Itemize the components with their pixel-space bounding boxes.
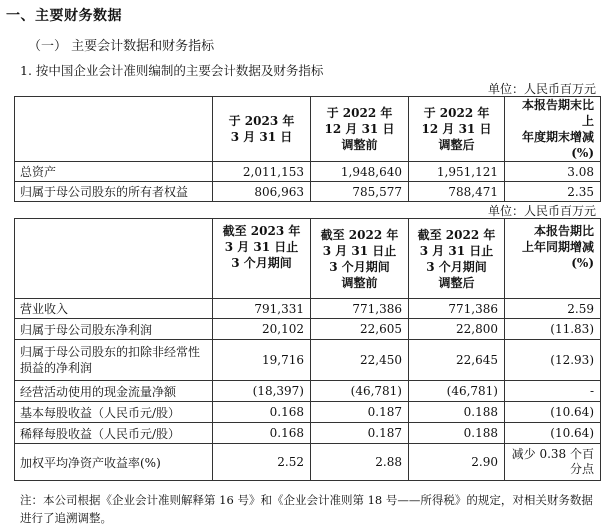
table-row: [15, 423, 601, 444]
row-label: 归属于母公司股东的扣除非经常性损益的净利润: [15, 340, 213, 381]
table1-header-col2: 于 2022 年 12 月 31 日 调整前: [311, 97, 409, 162]
cell-value: (18,397): [213, 381, 311, 402]
cell-value: 771,386: [311, 299, 409, 319]
cell-value: 0.168: [213, 423, 311, 444]
table2-unit: 单位：人民币百万元: [487, 204, 596, 218]
cell-value: 2.59: [505, 299, 601, 319]
cell-value: -: [505, 381, 601, 402]
table-row: [15, 162, 601, 182]
table1-unit: 单位：人民币百万元: [487, 82, 596, 96]
cell-value: 0.187: [311, 423, 409, 444]
cell-value: 2.88: [311, 444, 409, 481]
table1-header-row: [15, 97, 601, 162]
cell-value: (46,781): [311, 381, 409, 402]
cell-value: (11.83): [505, 319, 601, 340]
cell-value: 0.188: [409, 402, 505, 423]
row-label: 营业收入: [15, 299, 213, 319]
table-row: [15, 319, 601, 340]
cell-value: 20,102: [213, 319, 311, 340]
cell-value: 0.187: [311, 402, 409, 423]
table1-header-col4: 本报告期末比上 年度期末增减(%): [505, 97, 601, 162]
cell-value: 1,951,121: [409, 162, 505, 182]
cell-value: 2.90: [409, 444, 505, 481]
cell-value: (12.93): [505, 340, 601, 381]
table-row: [15, 444, 601, 481]
cell-value: 22,605: [311, 319, 409, 340]
table2-header-col2: 截至 2022 年 3 月 31 日止 3 个月期间 调整前: [311, 219, 409, 299]
subsection-title: （一） 主要会计数据和财务指标: [28, 39, 215, 54]
table-row: [15, 182, 601, 202]
table2-header-col3: 截至 2022 年 3 月 31 日止 3 个月期间 调整后: [409, 219, 505, 299]
cell-value: 806,963: [213, 182, 311, 202]
item-title: 1. 按中国企业会计准则编制的主要会计数据及财务指标: [20, 63, 324, 78]
footnote: 注：本公司根据《企业会计准则解释第 16 号》和《企业会计准则第 18 号——所得税》的规定，对相关财务数据进行了追溯调整。: [20, 493, 593, 525]
row-label: 基本每股收益（人民币元/股）: [15, 402, 213, 423]
table1-header-col1: 于 2023 年 3 月 31 日: [213, 97, 311, 162]
table2-header-col1: 截至 2023 年 3 月 31 日止 3 个月期间: [213, 219, 311, 299]
income-table: [14, 218, 601, 481]
cell-value: 2,011,153: [213, 162, 311, 182]
table2-header-row: [15, 219, 601, 299]
row-label: 经营活动使用的现金流量净额: [15, 381, 213, 402]
section-title: 一、主要财务数据: [6, 8, 122, 24]
cell-value: 22,800: [409, 319, 505, 340]
table-row: [15, 340, 601, 381]
cell-value: 0.168: [213, 402, 311, 423]
cell-value: (10.64): [505, 423, 601, 444]
row-label: 稀释每股收益（人民币元/股）: [15, 423, 213, 444]
table1-header-col3: 于 2022 年 12 月 31 日 调整后: [409, 97, 505, 162]
balance-table: [14, 96, 601, 202]
cell-value: (46,781): [409, 381, 505, 402]
table-row: [15, 381, 601, 402]
row-label: 归属于母公司股东的所有者权益: [15, 182, 213, 202]
table-row: [15, 299, 601, 319]
table2-header-blank: [15, 219, 213, 299]
row-label: 加权平均净资产收益率(%): [15, 444, 213, 481]
cell-value: 788,471: [409, 182, 505, 202]
cell-value: 0.188: [409, 423, 505, 444]
row-label: 总资产: [15, 162, 213, 182]
table-row: [15, 402, 601, 423]
cell-value: 2.35: [505, 182, 601, 202]
cell-value: (10.64): [505, 402, 601, 423]
cell-value: 22,645: [409, 340, 505, 381]
cell-value: 791,331: [213, 299, 311, 319]
cell-value: 减少 0.38 个百分点: [505, 444, 601, 481]
cell-value: 771,386: [409, 299, 505, 319]
cell-value: 1,948,640: [311, 162, 409, 182]
table1-header-blank: [15, 97, 213, 162]
row-label: 归属于母公司股东净利润: [15, 319, 213, 340]
cell-value: 3.08: [505, 162, 601, 182]
cell-value: 785,577: [311, 182, 409, 202]
table2-header-col4: 本报告期比 上年同期增减(%): [505, 219, 601, 299]
cell-value: 22,450: [311, 340, 409, 381]
cell-value: 19,716: [213, 340, 311, 381]
cell-value: 2.52: [213, 444, 311, 481]
